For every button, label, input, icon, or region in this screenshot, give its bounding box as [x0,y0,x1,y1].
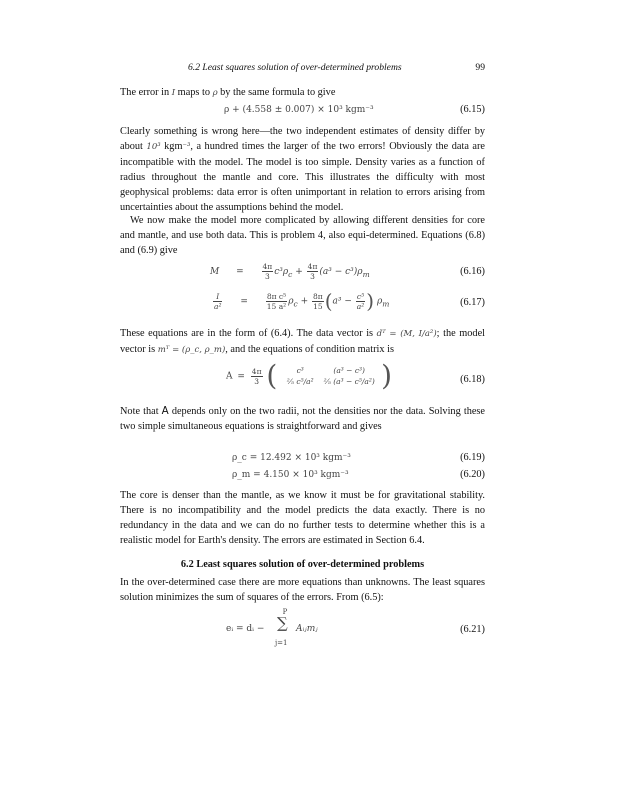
paragraph-more-complicated: We now make the model more complicated by allowing different densities for core and mantle, and use both data. This is problem 4, also equi-determined. Equations (6.8) and (6.9) give [120,215,485,256]
equation-expression: ρ_c = 12.492 × 10³ kgm⁻³ [232,453,351,463]
symbol-A: A [161,405,169,417]
equation-6-20 [120,467,485,483]
equation-6-16 [120,256,485,286]
inline-math-exponent: ⁻³ [182,142,191,152]
paragraph-clearly-wrong: Clearly something is wrong here—the two independent estimates of density differ by about 10³ kgm⁻³, a hundred times the larger of the two errors! Obviously the data are incompatible with the model. The model is too simple. Density varies as a function of radius throughout the mantle and core. This illustrates the difficulty with most geophysical problems: data error is often unimportant in relation to errors arising from uncertainties about the assumptions behind the model. [120,126,485,213]
symbol-I: I [171,88,176,98]
summation-sign: ∑ [277,614,288,632]
summation-upper-limit: P [282,608,288,616]
inline-math-model-vector: mᵀ = (ρ_c, ρ_m) [157,345,226,355]
symbol-rho: ρ [212,88,218,98]
equation-expression: ρ + (4.558 ± 0.007) × 10³ kgm⁻³ [224,105,374,115]
summation-term: Aᵢⱼmⱼ [296,624,318,634]
inline-math-10-cubed: 10³ [146,142,161,152]
page-number: 99 [475,62,485,73]
paragraph-error-maps: The error in I maps to ρ by the same formula to give [120,87,336,98]
equation-number: (6.17) [460,297,485,308]
equation-number: (6.20) [460,469,485,480]
equation-number: (6.18) [460,374,485,385]
equation-lhs: eᵢ = dᵢ − [226,624,265,634]
equation-expression: A = $\frac{4\pi}{3}$ ( c³ (a³ − c³) ⅖ c⁵/a² ⅖ (a³ − c⁵/a²) ) [226,359,392,392]
equation-number: (6.16) [460,266,485,277]
equation-number: (6.19) [460,452,485,463]
equation-6-19 [120,450,485,466]
paragraph-note-A: Note that A depends only on the two radii, not the densities nor the data. Solving these two simple simultaneous equations is straightforward and gives [120,405,485,432]
inline-math-data-vector: dᵀ = (M, I/a²) [376,329,437,339]
equation-expression: ρ_m = 4.150 × 10³ kgm⁻³ [232,470,349,480]
equation-expression: $\frac{I}{\text{a²}}$ = $\frac{\text{8π c⁵}}{\text{15 a²}}$ $\rho_c$ + $\frac{8\pi}{15}$ (a³ − $\frac{\text{c⁵}}{\text{a²}}$ ) $\rho_m$ [214,289,390,313]
equation-6-21 [120,608,485,648]
section-heading: 6.2 Least squares solution of over-determined problems [180,559,425,570]
equation-6-18 [120,360,485,400]
summation-lower-limit: j=1 [275,639,288,647]
equation-6-17 [120,287,485,319]
page-header [120,60,485,76]
paragraph-core-denser: The core is denser than the mantle, as we know it must be for gravitational stability. There is no incompatibility and the model predicts the data exactly. There is no redundancy in the data and we can do no further tests to determine whether this is a realistic model for Earth's density. The errors are estimated in Section 6.4. [120,490,485,546]
equation-6-15 [120,102,485,118]
running-head: 6.2 Least squares solution of over-determined problems [188,62,402,73]
equation-number: (6.21) [460,624,485,635]
equation-expression: M = $\frac{4\pi}{3}$ $c^3\rho_c$ + $\frac{4\pi}{3}$ $(a^3 - c^3)\rho_m$ [210,262,370,281]
paragraph-form-of-equations: These equations are in the form of (6.4). The data vector is dᵀ = (M, I/a²); the model vector is mᵀ = (ρ_c, ρ_m), and the equations of condition matrix is [120,328,485,355]
paragraph-over-determined: In the over-determined case there are more equations than unknowns. The least squares solution minimizes the sum of squares of the errors. From (6.5): [120,577,485,603]
equation-number: (6.15) [460,104,485,115]
matrix-body: c³ (a³ − c³) ⅖ c⁵/a² ⅖ (a³ − c⁵/a²) [286,366,375,386]
